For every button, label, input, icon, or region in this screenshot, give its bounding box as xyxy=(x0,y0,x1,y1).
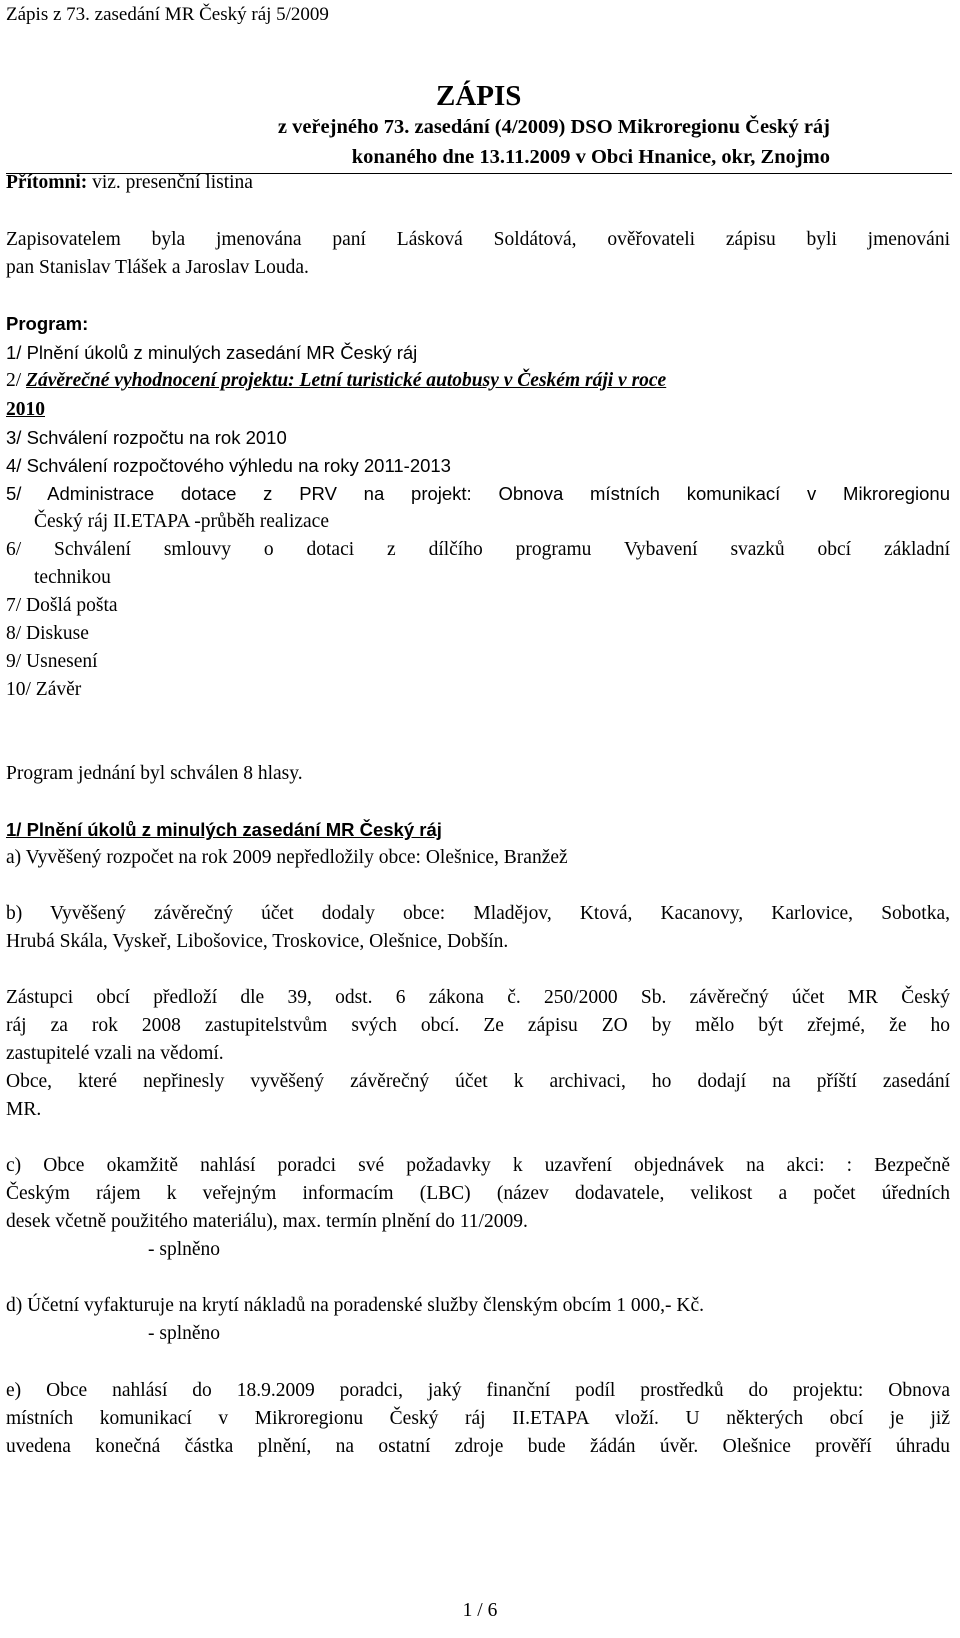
section-1-item-c-line-3: desek včetně použitého materiálu), max. termín plnění do 11/2009. xyxy=(6,1211,528,1232)
title-divider xyxy=(6,173,952,174)
section-1-item-b-line-2: Hrubá Skála, Vyskeř, Libošovice, Troskovice, Olešnice, Dobšín. xyxy=(6,931,509,952)
section-1-item-d-status: - splněno xyxy=(148,1323,221,1344)
program-item-3: 3/ Schválení rozpočtu na rok 2010 xyxy=(6,427,287,448)
program-item-9: 9/ Usnesení xyxy=(6,651,98,672)
program-item-7: 7/ Došlá pošta xyxy=(6,595,118,616)
title-subline-date: konaného dne 13.11.2009 v Obci Hnanice, okr, Znojmo xyxy=(351,146,830,168)
document-title: ZÁPIS xyxy=(436,80,522,112)
page-number: 1 / 6 xyxy=(462,1600,498,1621)
program-item-6-line-1: 6/ Schválení smlouvy o dotaci z dílčího programu Vybavení svazků obcí základní xyxy=(6,539,950,560)
section-1-item-b-line-1: b) Vyvěšený závěrečný účet dodaly obce: Mladějov, Ktová, Kacanovy, Karlovice, Sobotka, xyxy=(6,903,950,924)
intro-line-2: pan Stanislav Tlášek a Jaroslav Louda. xyxy=(6,257,309,278)
paragraph-1-line-2: ráj za rok 2008 zastupitelstvům svých obcí. Ze zápisu ZO by mělo být zřejmé, že ho xyxy=(6,1015,950,1036)
program-heading: Program: xyxy=(6,313,89,334)
program-approval: Program jednání byl schválen 8 hlasy. xyxy=(6,763,303,784)
attendance-label: Přítomni: xyxy=(6,172,88,193)
section-1-item-e-line-3: uvedena konečná částka plnění, na ostatní zdroje bude žádán úvěr. Olešnice prověří úhradu xyxy=(6,1436,950,1457)
attendance-value: viz. presenční listina xyxy=(92,172,253,193)
paragraph-1-line-1: Zástupci obcí předloží dle 39, odst. 6 zákona č. 250/2000 Sb. závěrečný účet MR Český xyxy=(6,987,950,1008)
program-item-6-line-2: technikou xyxy=(34,567,111,588)
program-item-8: 8/ Diskuse xyxy=(6,623,89,644)
program-item-5-line-1: 5/ Administrace dotace z PRV na projekt: Obnova místních komunikací v Mikroregionu xyxy=(6,483,950,504)
program-item-10: 10/ Závěr xyxy=(6,679,82,700)
program-item-2 xyxy=(6,367,950,395)
section-1-item-e-line-2: místních komunikací v Mikroregionu Český ráj II.ETAPA vloží. U některých obcí je již xyxy=(6,1408,950,1429)
program-item-4: 4/ Schválení rozpočtového výhledu na roky 2011-2013 xyxy=(6,455,451,476)
title-subline-meeting: z veřejného 73. zasedání (4/2009) DSO Mikroregionu Český ráj xyxy=(277,116,830,138)
section-1-heading: 1/ Plnění úkolů z minulých zasedání MR Český ráj xyxy=(6,819,442,840)
program-item-1: 1/ Plnění úkolů z minulých zasedání MR Český ráj xyxy=(6,342,418,363)
program-item-2-number: 2/ xyxy=(6,370,22,391)
program-item-2-continued: 2010 xyxy=(6,399,45,420)
section-1-item-c-line-2: Českým rájem k veřejným informacím (LBC) (název dodavatele, velikost a počet úředních xyxy=(6,1183,950,1204)
paragraph-1-line-3: zastupitelé vzali na vědomí. xyxy=(6,1043,224,1064)
intro-line-1: Zapisovatelem byla jmenována paní Lásková Soldátová, ověřovateli zápisu byli jmenováni xyxy=(6,229,950,250)
section-1-item-d: d) Účetní vyfakturuje na krytí nákladů na poradenské služby členským obcím 1 000,- Kč. xyxy=(6,1295,705,1316)
running-header: Zápis z 73. zasedání MR Český ráj 5/2009 xyxy=(6,4,329,25)
paragraph-2-line-2: MR. xyxy=(6,1099,42,1120)
section-1-item-e-line-1: e) Obce nahlásí do 18.9.2009 poradci, jaký finanční podíl prostředků do projektu: Obnova xyxy=(6,1380,950,1401)
section-1-item-a: a) Vyvěšený rozpočet na rok 2009 nepředložily obce: Olešnice, Branžež xyxy=(6,847,568,868)
program-item-5-line-2: Český ráj II.ETAPA -průběh realizace xyxy=(34,511,329,532)
section-1-item-c-status: - splněno xyxy=(148,1239,221,1260)
section-1-item-c-line-1: c) Obce okamžitě nahlásí poradci své požadavky k uzavření objednávek na akci: : Bezpečně xyxy=(6,1155,950,1176)
paragraph-2-line-1: Obce, které nepřinesly vyvěšený závěrečný účet k archivaci, ho dodají na příští zasedání xyxy=(6,1071,950,1092)
program-item-2-text: Závěrečné vyhodnocení projektu: Letní turistické autobusy v Českém ráji v roce xyxy=(26,370,667,391)
